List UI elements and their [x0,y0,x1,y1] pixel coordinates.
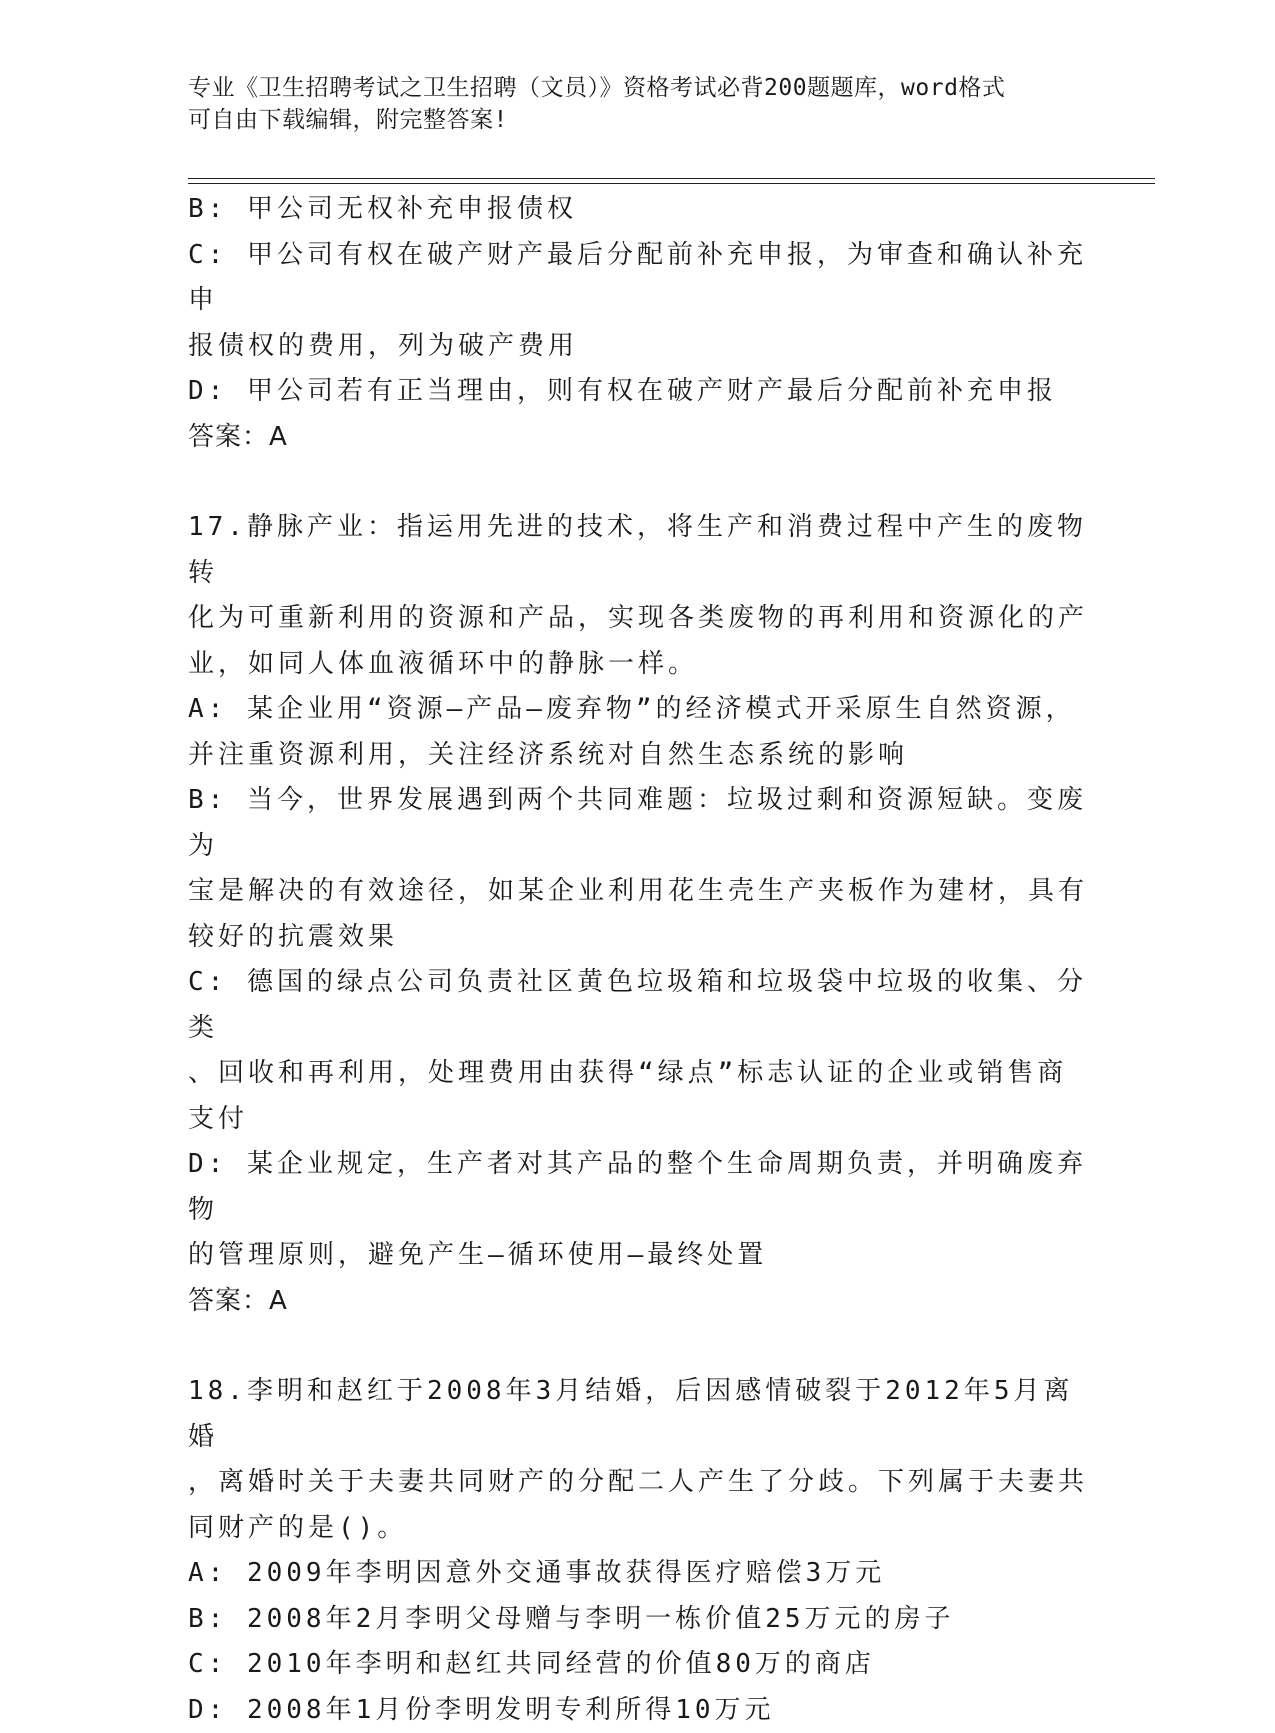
option-c-line-2: 报债权的费用，列为破产费用 [188,324,1088,370]
header-title-line-2: 可自由下载编辑，附完整答案! [188,104,1068,136]
document-body [188,187,1088,1733]
question-stem-line-2: 化为可重新利用的资源和产品，实现各类废物的再利用和资源化的产 [188,596,1088,642]
option-c-line-1: C: 甲公司有权在破产财产最后分配前补充申报，为审查和确认补充申 [188,233,1088,324]
question-stem-line-2: ，离婚时关于夫妻共同财产的分配二人产生了分歧。下列属于夫妻共 [188,1460,1088,1506]
question-18 [188,1369,1088,1733]
option-a-line-1: A: 某企业用“资源—产品—废弃物”的经济模式开采原生自然资源， [188,687,1088,733]
answer: 答案：A [188,415,1088,461]
option-d: D: 2008年1月份李明发明专利所得10万元 [188,1688,1088,1733]
option-d-line-2: 的管理原则，避免产生—循环使用—最终处置 [188,1233,1088,1279]
option-d: D: 甲公司若有正当理由，则有权在破产财产最后分配前补充申报 [188,369,1088,415]
option-b: B: 2008年2月李明父母赠与李明一栋价值25万元的房子 [188,1597,1088,1643]
question-16 [188,187,1088,460]
page-header [188,72,1068,136]
option-c-line-1: C: 德国的绿点公司负责社区黄色垃圾箱和垃圾袋中垃圾的收集、分类 [188,960,1088,1051]
option-b: B: 甲公司无权补充申报债权 [188,187,1088,233]
option-c-line-3: 支付 [188,1097,1088,1143]
question-stem-line-1: 18.李明和赵红于2008年3月结婚，后因感情破裂于2012年5月离婚 [188,1369,1088,1460]
option-a: A: 2009年李明因意外交通事故获得医疗赔偿3万元 [188,1551,1088,1597]
spacer [188,1324,1088,1369]
option-a-line-2: 并注重资源利用，关注经济系统对自然生态系统的影响 [188,733,1088,779]
option-b-line-1: B: 当今，世界发展遇到两个共同难题：垃圾过剩和资源短缺。变废为 [188,778,1088,869]
header-divider [188,178,1155,184]
spacer [188,460,1088,505]
question-stem-line-1: 17.静脉产业：指运用先进的技术，将生产和消费过程中产生的废物转 [188,505,1088,596]
question-stem-line-3: 业，如同人体血液循环中的静脉一样。 [188,642,1088,688]
option-b-line-2: 宝是解决的有效途径，如某企业利用花生壳生产夹板作为建材，具有 [188,869,1088,915]
answer: 答案：A [188,1279,1088,1325]
option-b-line-3: 较好的抗震效果 [188,915,1088,961]
question-stem-line-3: 同财产的是()。 [188,1506,1088,1552]
option-c-line-2: 、回收和再利用，处理费用由获得“绿点”标志认证的企业或销售商 [188,1051,1088,1097]
option-d-line-1: D: 某企业规定，生产者对其产品的整个生命周期负责，并明确废弃物 [188,1142,1088,1233]
option-c: C: 2010年李明和赵红共同经营的价值80万的商店 [188,1642,1088,1688]
header-title-line-1: 专业《卫生招聘考试之卫生招聘（文员）》资格考试必背200题题库，word格式 [188,72,1068,104]
question-17 [188,505,1088,1324]
